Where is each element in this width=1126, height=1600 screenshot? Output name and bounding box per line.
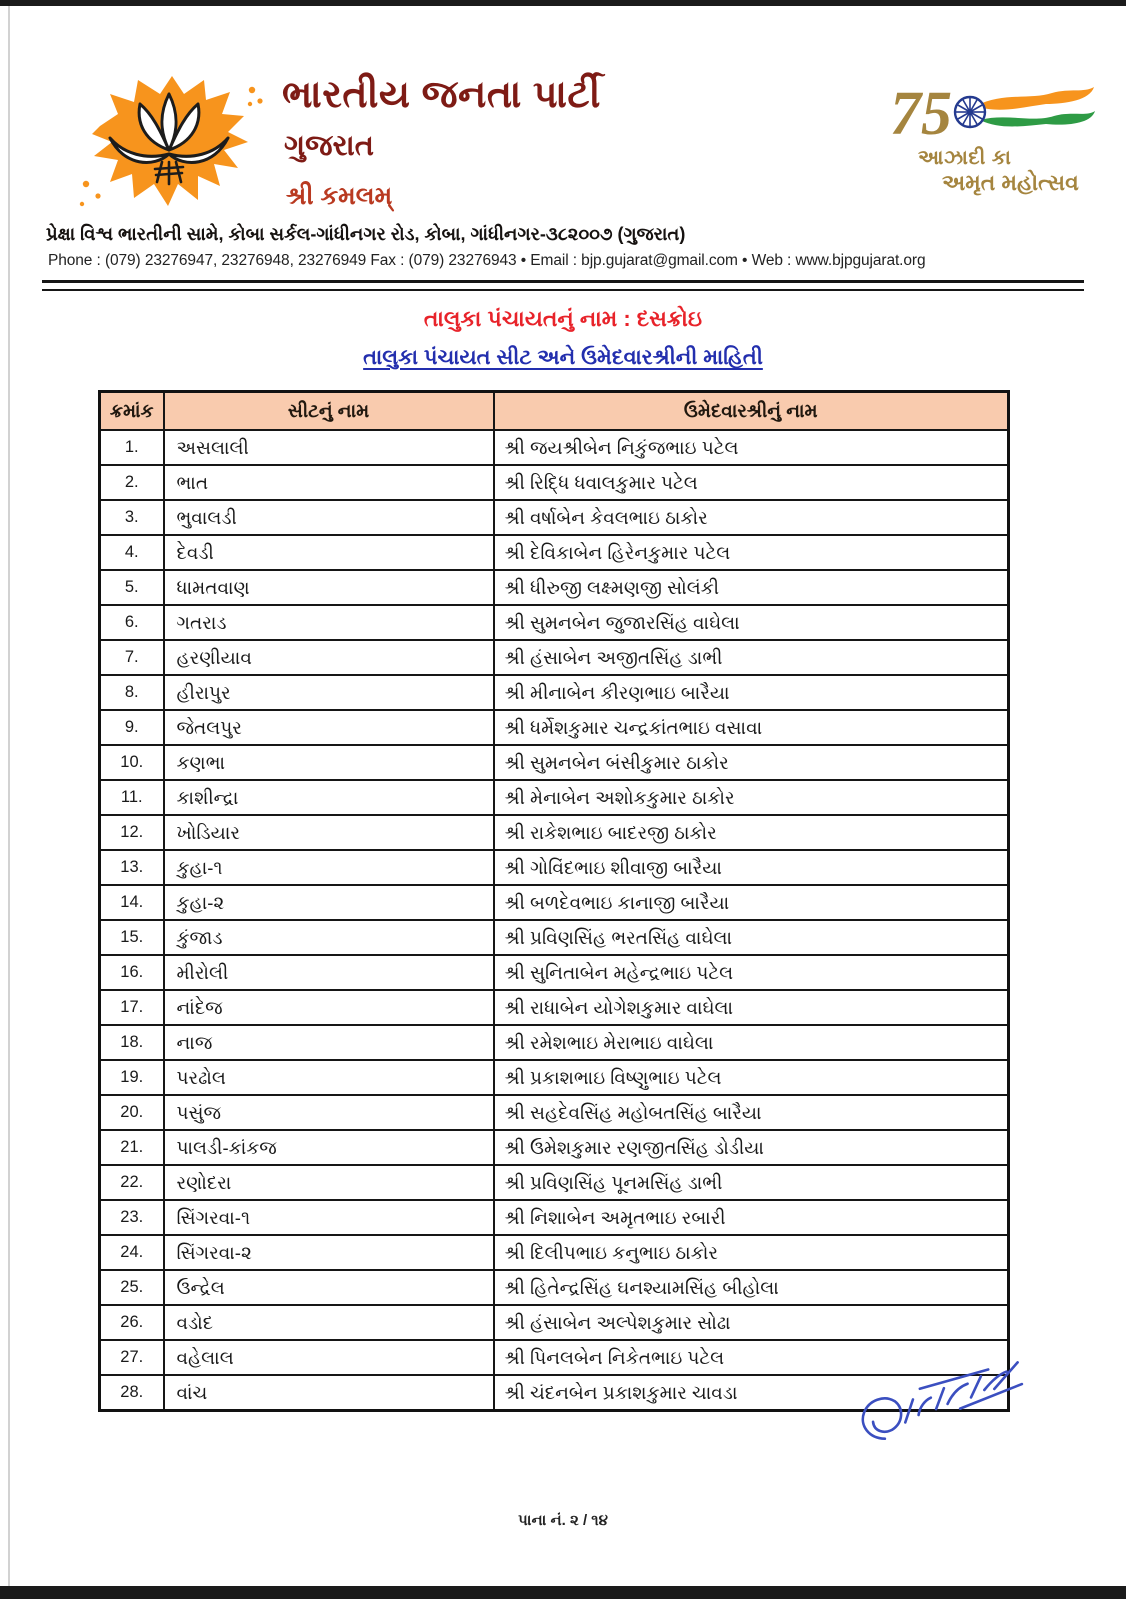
row-candidate-name: શ્રી પ્રકાશભાઇ વિષ્ણુભાઇ પટેલ xyxy=(494,1060,1009,1095)
party-office-name: શ્રી કમલમ્ xyxy=(286,182,393,210)
bjp-lotus-logo-icon xyxy=(72,64,267,222)
table-row xyxy=(100,1060,1009,1095)
row-seat-name: ભાત xyxy=(164,465,494,500)
table-row xyxy=(100,920,1009,955)
row-candidate-name: શ્રી સુમનબેન બંસીકુમાર ઠાકોર xyxy=(494,745,1009,780)
row-serial: 26. xyxy=(100,1305,164,1340)
row-serial: 2. xyxy=(100,465,164,500)
row-candidate-name: શ્રી હંસાબેન અજીતસિંહ ડાભી xyxy=(494,640,1009,675)
row-serial: 21. xyxy=(100,1130,164,1165)
row-seat-name: કુહા-૧ xyxy=(164,850,494,885)
table-row xyxy=(100,1095,1009,1130)
row-candidate-name: શ્રી પિનલબેન નિકેતભાઇ પટેલ xyxy=(494,1340,1009,1375)
row-candidate-name: શ્રી પ્રવિણસિંહ ભરતસિંહ વાઘેલા xyxy=(494,920,1009,955)
row-candidate-name: શ્રી દેવિકાબેન હિરેનકુમાર પટેલ xyxy=(494,535,1009,570)
row-serial: 23. xyxy=(100,1200,164,1235)
table-row xyxy=(100,850,1009,885)
table-row xyxy=(100,1270,1009,1305)
row-serial: 11. xyxy=(100,780,164,815)
azadi-amrit-mahotsav-logo-icon xyxy=(884,76,1096,200)
row-seat-name: રણોદરા xyxy=(164,1165,494,1200)
table-row xyxy=(100,675,1009,710)
row-candidate-name: શ્રી રિદ્ધિ ધવાલકુમાર પટેલ xyxy=(494,465,1009,500)
table-row xyxy=(100,1235,1009,1270)
row-seat-name: સિંગરવા-૧ xyxy=(164,1200,494,1235)
row-serial: 14. xyxy=(100,885,164,920)
row-seat-name: હીરાપુર xyxy=(164,675,494,710)
row-seat-name: પાલડી-કાંકજ xyxy=(164,1130,494,1165)
row-candidate-name: શ્રી સુનિતાબેન મહેન્દ્રભાઇ પટેલ xyxy=(494,955,1009,990)
row-seat-name: ઉન્દ્રેલ xyxy=(164,1270,494,1305)
row-serial: 20. xyxy=(100,1095,164,1130)
row-serial: 6. xyxy=(100,605,164,640)
row-candidate-name: શ્રી રાકેશભાઇ બાદરજી ઠાકોર xyxy=(494,815,1009,850)
row-candidate-name: શ્રી ચંદનબેન પ્રકાશકુમાર ચાવડા xyxy=(494,1375,1009,1411)
page-title: તાલુકા પંચાયતનું નામ : દસક્રોઇ xyxy=(423,306,703,331)
row-candidate-name: શ્રી મેનાબેન અશોકકુમાર ઠાકોર xyxy=(494,780,1009,815)
row-seat-name: ગતરાડ xyxy=(164,605,494,640)
row-candidate-name: શ્રી ઉમેશકુમાર રણજીતસિંહ ડોડીયા xyxy=(494,1130,1009,1165)
column-header-candidate: ઉમેદવારશ્રીનું નામ xyxy=(494,392,1009,431)
table-row xyxy=(100,815,1009,850)
column-header-serial: ક્રમાંક xyxy=(100,392,164,431)
row-serial: 7. xyxy=(100,640,164,675)
row-candidate-name: શ્રી સુમનબેન જુજારસિંહ વાઘેલા xyxy=(494,605,1009,640)
row-seat-name: મીરોલી xyxy=(164,955,494,990)
table-row xyxy=(100,465,1009,500)
header-divider xyxy=(42,280,1084,291)
row-candidate-name: શ્રી નિશાબેન અમૃતભાઇ રબારી xyxy=(494,1200,1009,1235)
row-serial: 10. xyxy=(100,745,164,780)
page-number: પાના નં. ૨ / ૧૪ xyxy=(518,1512,608,1529)
row-candidate-name: શ્રી ધીરુજી લક્ષ્મણજી સોલંકી xyxy=(494,570,1009,605)
row-candidate-name: શ્રી મીનાબેન કીરણભાઇ બારૈયા xyxy=(494,675,1009,710)
row-candidate-name: શ્રી પ્રવિણસિંહ પૂનમસિંહ ડાભી xyxy=(494,1165,1009,1200)
table-row xyxy=(100,570,1009,605)
amrit-75-number: 75 xyxy=(890,80,952,146)
table-header-row xyxy=(100,392,1009,431)
row-candidate-name: શ્રી હંસાબેન અલ્પેશકુમાર સોઢા xyxy=(494,1305,1009,1340)
table-row xyxy=(100,500,1009,535)
row-candidate-name: શ્રી રમેશભાઇ મેરાભાઇ વાઘેલા xyxy=(494,1025,1009,1060)
row-seat-name: ખોડિયાર xyxy=(164,815,494,850)
table-row xyxy=(100,535,1009,570)
row-serial: 12. xyxy=(100,815,164,850)
row-seat-name: અસલાલી xyxy=(164,430,494,465)
row-serial: 19. xyxy=(100,1060,164,1095)
scan-artifact-bottom-bar xyxy=(0,1586,1126,1599)
scan-artifact-top-bar xyxy=(0,0,1126,6)
row-candidate-name: શ્રી જયશ્રીબેન નિકુંજભાઇ પટેલ xyxy=(494,430,1009,465)
party-name: ભારતીય જનતા પાર્ટી xyxy=(282,74,601,116)
table-row xyxy=(100,1200,1009,1235)
row-candidate-name: શ્રી ધર્મેશકુમાર ચન્દ્રકાંતભાઇ વસાવા xyxy=(494,710,1009,745)
row-seat-name: કણભા xyxy=(164,745,494,780)
row-serial: 17. xyxy=(100,990,164,1025)
row-seat-name: જેતલપુર xyxy=(164,710,494,745)
office-address: પ્રેક્ષા વિશ્વ ભારતીની સામે, કોબા સર્કલ-ગાંધીનગર રોડ, કોબા, ગાંધીનગર-૩૮૨૦૦૭ (ગુજરાત) xyxy=(46,224,686,244)
row-serial: 25. xyxy=(100,1270,164,1305)
row-serial: 16. xyxy=(100,955,164,990)
table-row xyxy=(100,430,1009,465)
row-serial: 1. xyxy=(100,430,164,465)
row-serial: 8. xyxy=(100,675,164,710)
scan-artifact-left-line xyxy=(8,6,10,1586)
row-seat-name: વાંચ xyxy=(164,1375,494,1411)
row-serial: 9. xyxy=(100,710,164,745)
row-serial: 24. xyxy=(100,1235,164,1270)
row-candidate-name: શ્રી સહદેવસિંહ મહોબતસિંહ બારૈયા xyxy=(494,1095,1009,1130)
row-serial: 13. xyxy=(100,850,164,885)
table-row xyxy=(100,990,1009,1025)
row-seat-name: સિંગરવા-૨ xyxy=(164,1235,494,1270)
row-candidate-name: શ્રી રાધાબેન યોગેશકુમાર વાઘેલા xyxy=(494,990,1009,1025)
row-serial: 15. xyxy=(100,920,164,955)
page-subtitle: તાલુકા પંચાયત સીટ અને ઉમેદવારશ્રીની માહિતી xyxy=(363,346,763,369)
row-seat-name: વહેલાલ xyxy=(164,1340,494,1375)
table-row xyxy=(100,605,1009,640)
row-serial: 4. xyxy=(100,535,164,570)
table-row xyxy=(100,710,1009,745)
row-seat-name: કાશીન્દ્રા xyxy=(164,780,494,815)
row-serial: 22. xyxy=(100,1165,164,1200)
table-row xyxy=(100,745,1009,780)
row-seat-name: પરઢોલ xyxy=(164,1060,494,1095)
table-row xyxy=(100,885,1009,920)
row-seat-name: ભુવાલડી xyxy=(164,500,494,535)
row-seat-name: નાંદેજ xyxy=(164,990,494,1025)
contact-info: Phone : (079) 23276947, 23276948, 23276949 Fax : (079) 23276943 • Email : bjp.gujarat@gmail.com • Web : www.bjpgujarat.org xyxy=(48,252,926,269)
row-candidate-name: શ્રી બળદેવભાઇ કાનાજી બારૈયા xyxy=(494,885,1009,920)
table-row xyxy=(100,955,1009,990)
candidates-table xyxy=(98,390,1010,1412)
table-row xyxy=(100,1305,1009,1340)
row-seat-name: વડોદ xyxy=(164,1305,494,1340)
row-candidate-name: શ્રી દિલીપભાઇ કનુભાઇ ઠાકોર xyxy=(494,1235,1009,1270)
row-serial: 18. xyxy=(100,1025,164,1060)
row-seat-name: ધામતવાણ xyxy=(164,570,494,605)
row-seat-name: નાજ xyxy=(164,1025,494,1060)
row-seat-name: પસુંજ xyxy=(164,1095,494,1130)
amrit-line1: આઝાદી કા xyxy=(918,147,1012,169)
row-serial: 27. xyxy=(100,1340,164,1375)
row-candidate-name: શ્રી વર્ષાબેન કેવલભાઇ ઠાકોર xyxy=(494,500,1009,535)
table-row xyxy=(100,1025,1009,1060)
row-serial: 3. xyxy=(100,500,164,535)
row-candidate-name: શ્રી ગોવિંદભાઇ શીવાજી બારૈયા xyxy=(494,850,1009,885)
table-row xyxy=(100,640,1009,675)
row-candidate-name: શ્રી હિતેન્દ્રસિંહ ઘનશ્યામસિંહ બીહોલા xyxy=(494,1270,1009,1305)
table-row xyxy=(100,1130,1009,1165)
handwritten-signature xyxy=(848,1352,1047,1463)
table-row xyxy=(100,780,1009,815)
amrit-line2: અમૃત મહોત્સવ xyxy=(942,170,1079,195)
party-state: ગુજરાત xyxy=(284,130,374,162)
table-row xyxy=(100,1165,1009,1200)
row-serial: 5. xyxy=(100,570,164,605)
row-seat-name: કુંજાડ xyxy=(164,920,494,955)
row-seat-name: કુહા-૨ xyxy=(164,885,494,920)
column-header-seat: સીટનું નામ xyxy=(164,392,494,431)
row-serial: 28. xyxy=(100,1375,164,1411)
row-seat-name: દેવડી xyxy=(164,535,494,570)
row-seat-name: હરણીયાવ xyxy=(164,640,494,675)
